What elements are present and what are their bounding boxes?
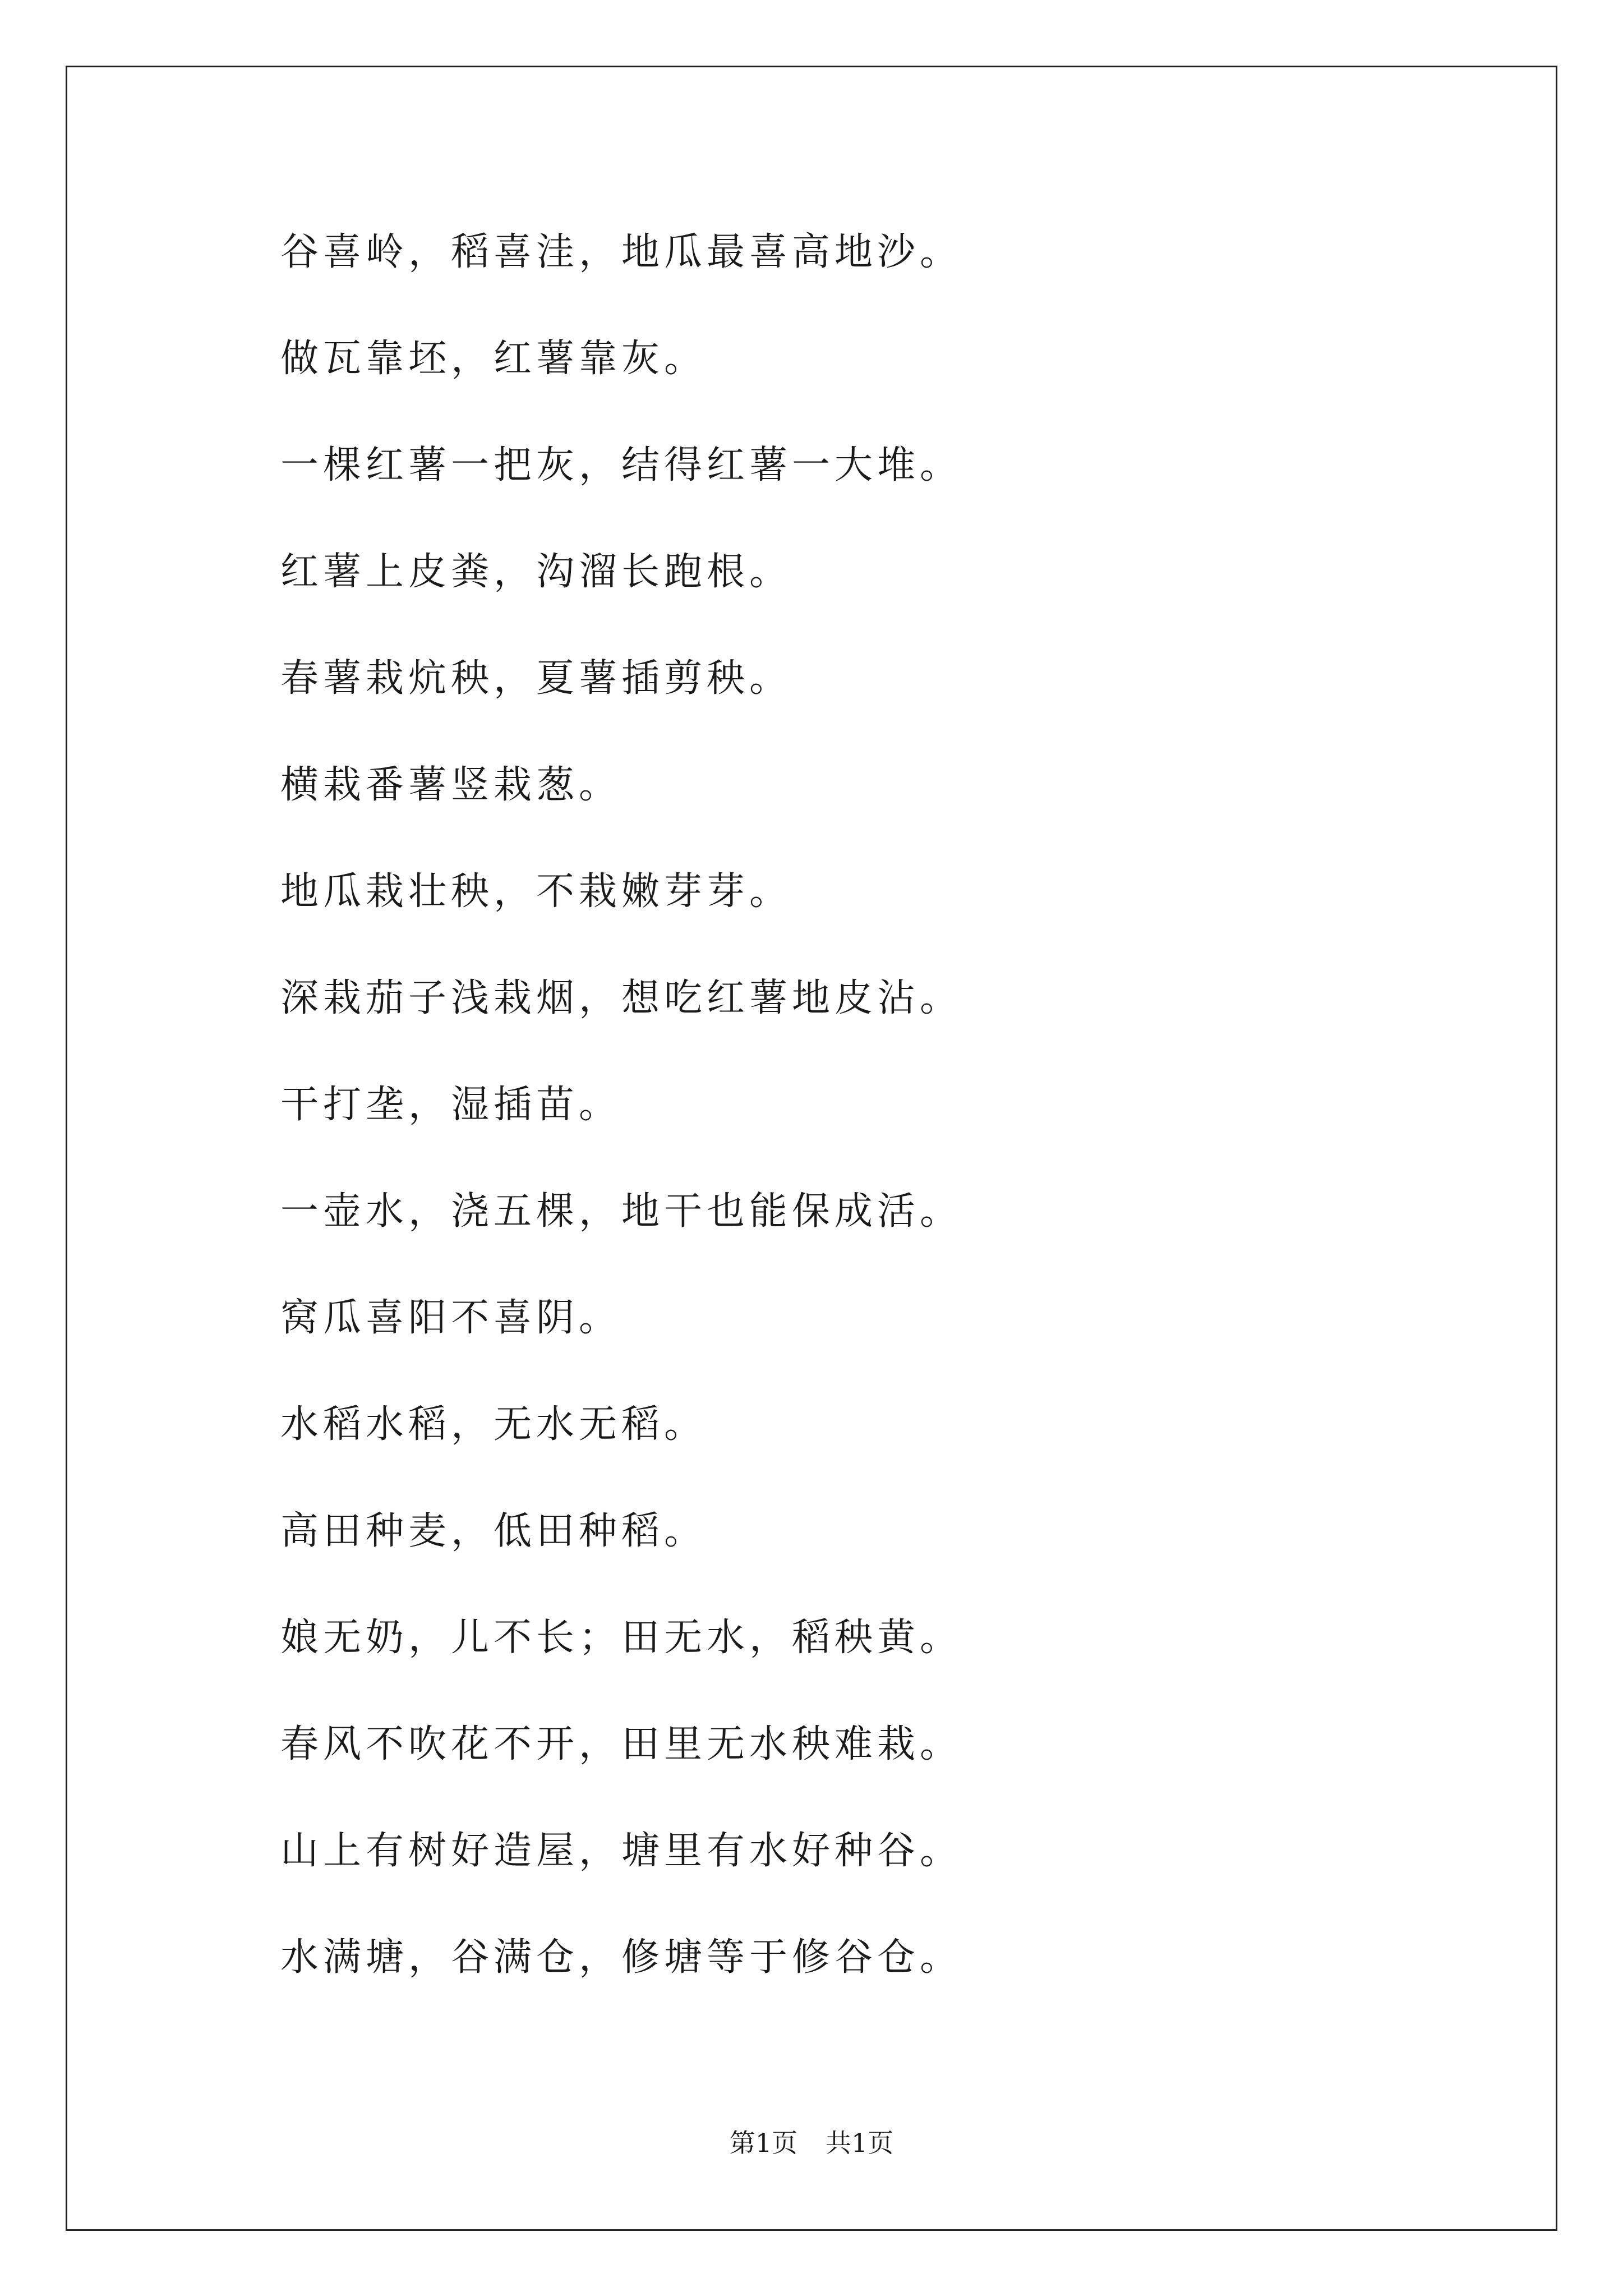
proverb-line: 红薯上皮粪，沟溜长跑根。	[280, 550, 792, 594]
proverb-list	[280, 219, 1486, 2031]
proverb-line: 深栽茄子浅栽烟，想吃红薯地皮沾。	[280, 976, 963, 1020]
proverb-line: 娘无奶，儿不长；田无水，稻秧黄。	[280, 1616, 963, 1660]
proverb-line: 水稻水稻，无水无稻。	[280, 1402, 707, 1447]
page-number-total: 共1页	[826, 2128, 894, 2158]
proverb-line: 水满塘，谷满仓，修塘等于修谷仓。	[280, 1935, 963, 1980]
proverb-line: 高田种麦，低田种稻。	[280, 1509, 707, 1553]
proverb-line: 山上有树好造屋，塘里有水好种谷。	[280, 1829, 963, 1873]
proverb-line: 谷喜岭，稻喜洼，地瓜最喜高地沙。	[280, 230, 963, 274]
proverb-line: 一棵红薯一把灰，结得红薯一大堆。	[280, 443, 963, 487]
proverb-line: 窝瓜喜阳不喜阴。	[280, 1296, 622, 1340]
proverb-line: 一壶水，浇五棵，地干也能保成活。	[280, 1189, 963, 1234]
proverb-line: 干打垄，湿插苗。	[280, 1083, 622, 1127]
proverb-line: 地瓜栽壮秧，不栽嫩芽芽。	[280, 869, 792, 914]
proverb-line: 春薯栽炕秧，夏薯插剪秧。	[280, 656, 792, 701]
proverb-line: 春风不吹花不开，田里无水秧难栽。	[280, 1722, 963, 1766]
page-footer	[0, 2126, 1623, 2160]
page-number-current: 第1页	[729, 2128, 797, 2158]
proverb-line: 横栽番薯竖栽葱。	[280, 763, 622, 807]
proverb-line: 做瓦靠坯，红薯靠灰。	[280, 337, 707, 381]
